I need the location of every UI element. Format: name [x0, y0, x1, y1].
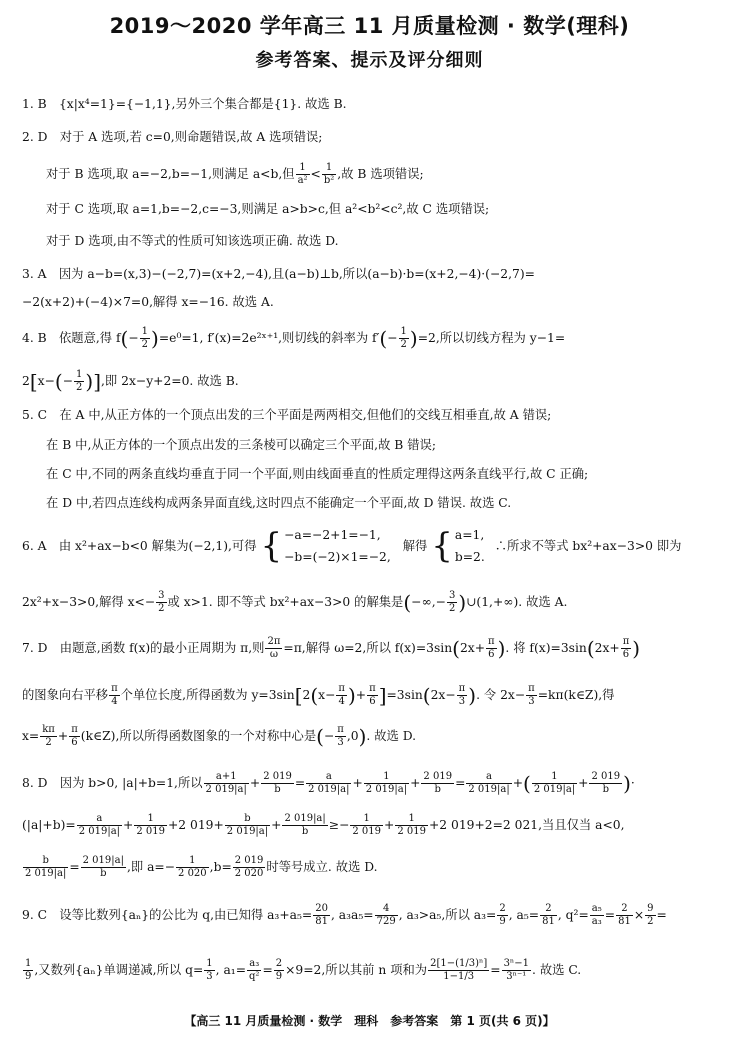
answer-5-c: 在 C 中,不同的两条直线均垂直于同一个平面,则由线面垂直的性质定理得这两条直线平行,故 C 正确; [46, 467, 589, 481]
answer-5-a: 5. C 在 A 中,从正方体的一个顶点出发的三个平面是两两相交,但他们的交线互相垂直,故 A 错误; [22, 408, 552, 422]
answer-4-a: 4. B 依题意,得 f(− $\frac{1}{2}$ )=e⁰=1, f′(x)=2e²ˣ⁺¹,则切线的斜率为 f′(− $\frac{1}{2}$ )=2,所以切线方程为 y−1= [22, 326, 566, 351]
answer-2-c: 对于 C 选项,取 a=1,b=−2,c=−3,则满足 a>b>c,但 a²<b²<c²,故 C 选项错误; [46, 202, 490, 216]
answer-8-a: 8. D 因为 b>0, |a|+b=1,所以 $\frac{a+1}{2 019|a|}$ + $\frac{2 019}{b}$ = $\frac{a}{2 019|a|}$ + $\frac{1}{2 019|a|}$ + $\frac{2 019}{b}$ = $\frac{a}{2 019|a|}$ +( $\frac{1}{2 019|a|}$ + $\frac{2 019}{b}$ )· [22, 771, 635, 796]
answer-9-b: $\frac{1}{9}$ ,又数列{aₙ}单调递减,所以 q= $\frac{1}{3}$ , a₁= $\frac{\text{a₃}}{\text{q²}}$ = $\frac{2}{9}$ ×9=2,所以其前 n 项和为 $\frac{\text{2[1−(1/3)ⁿ]}}{1-1/3}$ = $\frac{\text{3ⁿ−1}}{\text{3ⁿ⁻¹}}$ . 故选 C. [25, 958, 582, 982]
page-subtitle: 参考答案、提示及评分细则 [255, 50, 484, 71]
answer-9-a: 9. C 设等比数列{aₙ}的公比为 q,由已知得 a₃+a₅= $\frac{20}{81}$ , a₃a₅= $\frac{4}{729}$ , a₃>a₅,所以 a₃= $\frac{2}{9}$ , a₅= $\frac{2}{81}$ , q²= $\frac{\text{a₅}}{\text{a₃}}$ = $\frac{2}{81}$ × $\frac{9}{2}$ = [22, 903, 667, 927]
answer-8-c: $\frac{b}{2 019|a|}$ = $\frac{2 019|a|}{b}$ ,即 a=− $\frac{1}{2 020}$ ,b= $\frac{2 019}{2 020}$ 时等号成立. 故选 D. [25, 855, 378, 879]
answer-2-d: 对于 D 选项,由不等式的性质可知该选项正确. 故选 D. [46, 234, 339, 248]
answer-2-b: 对于 B 选项,取 a=−2,b=−1,则满足 a<b,但 $\frac{1}{\text{a²}}$ < $\frac{1}{\text{b²}}$ ,故 B 选项错误; [46, 162, 424, 186]
answer-2-a: 2. D 对于 A 选项,若 c=0,则命题错误,故 A 选项错误; [22, 130, 323, 144]
answer-6-b: 2x²+x−3>0,解得 x<− $\frac{3}{2}$ 或 x>1. 即不等式 bx²+ax−3>0 的解集是(−∞,− $\frac{3}{2}$ )∪(1,+∞). 故选 A. [22, 590, 568, 615]
answer-1: 1. B {x|x⁴=1}={−1,1},另外三个集合都是{1}. 故选 B. [22, 97, 347, 111]
page-footer: 【高三 11 月质量检测 · 数学 理科 参考答案 第 1 页(共 6 页)】 [184, 1014, 555, 1028]
answer-6-a: 6. A 由 x²+ax−b<0 解集为(−2,1),可得 { −a=−2+1=−1, −b=(−2)×1=−2, 解得 { a=1, b=2. ∴所求不等式 bx²+ax−3>0 即为 [22, 526, 682, 566]
page-title: 2019～2020 学年高三 11 月质量检测 · 数学(理科) [109, 14, 630, 38]
answer-7-a: 7. D 由题意,函数 f(x)的最小正周期为 π,则 $\frac{2\pi}{\omega}$ =π,解得 ω=2,所以 f(x)=3sin(2x+ $\frac{\pi}{6}$ ). 将 f(x)=3sin(2x+ $\frac{\pi}{6}$ ) [22, 636, 641, 661]
answer-4-b: 2[x−(− $\frac{1}{2}$ )],即 2x−y+2=0. 故选 B. [22, 369, 239, 394]
answer-7-c: x= $\frac{k\pi}{2}$ + $\frac{\pi}{6}$ (k∈Z),所以所得函数图象的一个对称中心是(− $\frac{\pi}{3}$ ,0). 故选 D. [22, 724, 417, 749]
answer-7-b: 的图象向右平移 $\frac{\pi}{4}$ 个单位长度,所得函数为 y=3sin[2(x− $\frac{\pi}{4}$ )+ $\frac{\pi}{6}$ ]=3sin(2x− $\frac{\pi}{3}$ ). 令 2x− $\frac{\pi}{3}$ =kπ(k∈Z),得 [22, 683, 615, 708]
answer-5-b: 在 B 中,从正方体的一个顶点出发的三条棱可以确定三个平面,故 B 错误; [46, 438, 436, 452]
answer-8-b: (|a|+b)= $\frac{a}{2 019|a|}$ + $\frac{1}{2 019}$ +2 019+ $\frac{b}{2 019|a|}$ + $\frac{2 019|a|}{b}$ ≥− $\frac{1}{2 019}$ + $\frac{1}{2 019}$ +2 019+2=2 021,当且仅当 a<0, [22, 813, 625, 837]
answer-3-a: 3. A 因为 a−b=(x,3)−(−2,7)=(x+2,−4),且(a−b)⊥b,所以(a−b)·b=(x+2,−4)·(−2,7)= [22, 267, 535, 281]
answer-3-b: −2(x+2)+(−4)×7=0,解得 x=−16. 故选 A. [22, 295, 274, 309]
answer-5-d: 在 D 中,若四点连线构成两条异面直线,这时四点不能确定一个平面,故 D 错误. 故选 C. [46, 496, 512, 510]
